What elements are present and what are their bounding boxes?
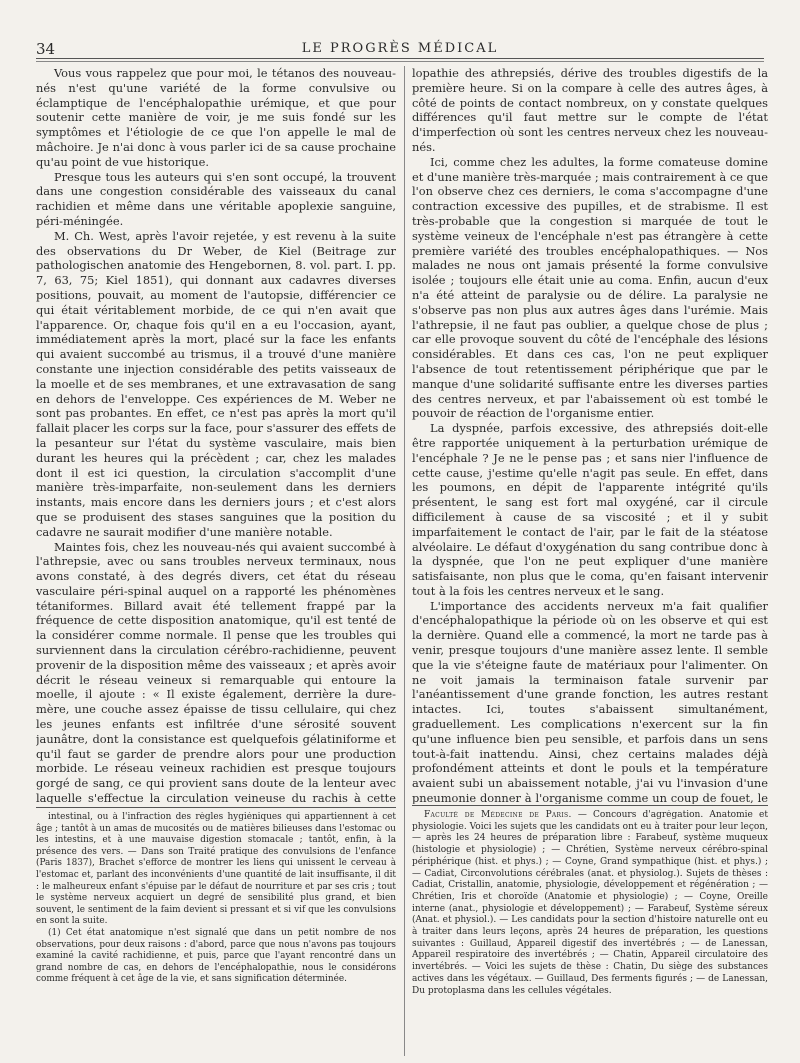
news-heading: Faculté de Médecine de Paris. xyxy=(424,810,572,820)
column-divider xyxy=(404,66,405,1056)
news-item xyxy=(412,810,768,997)
news-text: — Concours d'agrégation. Anatomie et physiologie. Voici les sujets que les candidats ont eu à traiter pour leur leçon, — après les 24 heures de préparation libre : Farabeuf, système muqueux (histologie et physiologie) ; — Chrétien, Système nerveux cérébro-spinal périphérique (hist. et phys.) ; — Coyne, Grand sympathique (hist. et phys.) ; — Cadiat, Circonvolutions cérébrales (anat. et physiolog.). Sujets de thèses : Cadiat, Cristallin, anatomie, physiologie, développement et régénération ; — Chrétien, Iris et choroïde (Anatomie et physiologie) ; — Coyne, Oreille interne (anat., physiologie et développement) ; — Farabeuf, Système séreux (Anat. et physiol.). — Les candidats pour la section d'histoire naturelle ont eu à traiter dans leurs leçons, après 24 heures de préparation, les questions suivantes : Guillaud, Appareil digestif des invertébrés ; — de Lanessan, Appareil respiratoire des invertébrés ; — Chatin, Appareil circulatoire des invertébrés. — Voici les sujets de thèse : Chatin, Du siège des substances actives dans les végétaux. — Guillaud, Des ferments figurés ; — de Lanessan, Du protoplasma dans les cellules végétales. xyxy=(412,810,768,996)
news-rule xyxy=(412,805,768,806)
right-column xyxy=(412,66,768,804)
faculte-news xyxy=(412,810,768,1054)
left-column xyxy=(36,66,396,804)
page-number: 34 xyxy=(36,40,56,58)
header-rule xyxy=(36,58,764,59)
header-rule-secondary xyxy=(36,61,764,62)
journal-title: LE PROGRÈS MÉDICAL xyxy=(301,41,499,56)
footnotes xyxy=(36,812,396,1054)
paragraph: M. Ch. West, après l'avoir rejetée, y est revenu à la suite des observations du Dr Weber, de Kiel (Beitrage zur pathologischen anatomie des Hengebornen, 8. vol. part. I. pp. 7, 63, 75; Kiel 1851), qui donnant aux cadavres diverses positions, pouvait, au moment de l'autopsie, différencier ce qui était véritablement morbide, de ce qui n'en avait que l'apparence. Or, chaque fois qu'il en a eu l'occasion, ayant, immédiatement après la mort, placé sur la face les enfants qui avaient succombé au trismus, il a trouvé d'une manière constante une injection considérable des petits vaisseaux de la moelle et de ses membranes, et une extravasation de sang en dehors de l'enveloppe. Ces expériences de M. Weber ne sont pas probantes. En effet, ce n'est pas après la mort qu'il fallait placer les corps sur la face, pour s'assurer des effets de la pesanteur sur l'état du système vasculaire, mais bien durant les heures qui la précèdent ; car, chez les malades dont il est ici question, la circulation s'accomplit d'une manière très-imparfaite, non-seulement dans les derniers instants, mais encore dans les derniers jours ; et c'est alors que se produisent des stases sanguines que la position du cadavre ne saurait modifier d'une manière notable. xyxy=(36,228,396,539)
footnote: (1) Cet état anatomique n'est signalé que dans un petit nombre de nos observations, pour deux raisons : d'abord, parce que nous n'avons pas toujours examiné la cavité rachidienne, et puis, parce que l'ayant rencontré dans un grand nombre de cas, en dehors de l'encéphalopathie, nous le considérons comme fréquent à cet âge de la vie, et sans signification déterminée. xyxy=(36,927,396,985)
paragraph: La dyspnée, parfois excessive, des athrepsiés doit-elle être rapportée uniquement à la perturbation urémique de l'encéphale ? Je ne le pense pas ; et sans nier l'influence de cette cause, j'estime qu'elle n'agit pas seule. En effet, dans les poumons, en dépit de l'apparente intégrité qu'ils présentent, le sang est fort mal oxygéné, car il circule difficilement à cause de sa viscosité ; et il y subit imparfaitement le contact de l'air, par le fait de la stéatose alvéolaire. Le défaut d'oxygénation du sang contribue donc à la dyspnée, que l'on ne peut expliquer d'une manière satisfaisante, non plus que le coma, qu'en faisant intervenir tout à la fois les centres nerveux et le sang. xyxy=(412,421,768,598)
paragraph: Presque tous les auteurs qui s'en sont occupé, la trouvent dans une congestion considérable des vaisseaux du canal rachidien et même dans une véritable apoplexie sanguine, péri-méningée. xyxy=(36,169,396,228)
paragraph: lopathie des athrepsiés, dérive des troubles digestifs de la première heure. Si on la compare à celle des autres âges, à côté de points de contact nombreux, on y constate quelques différences qu'il faut mettre sur le compte de l'état d'imperfection où sont les centres nerveux chez les nouveau-nés. xyxy=(412,66,768,154)
paragraph: Vous vous rappelez que pour moi, le tétanos des nouveau-nés n'est qu'une variété de la forme convulsive ou éclamptique de l'encéphalopathie urémique, et que pour soutenir cette manière de voir, je me suis fondé sur les symptômes et l'étiologie de ce que l'on appelle le mal de mâchoire. Je n'ai donc à vous parler ici de sa cause prochaine qu'au point de vue historique. xyxy=(36,66,396,169)
footnote-rule xyxy=(36,807,396,808)
footnote-continuation: intestinal, ou à l'infraction des règles hygiéniques qui appartiennent à cet âge ; tantôt à un amas de mucosités ou de matières bilieuses dans l'estomac ou les intestins, et à une mauvaise digestion stomacale ; tantôt, enfin, à la présence des vers. — Dans son Traité pratique des convulsions de l'enfance (Paris 1837), Brachet s'efforce de montrer les liens qui unissent le cerveau à l'estomac et, parlant des inconvénients d'une quantité de lait insuffisante, il dit : le malheureux enfant s'épuise par le défaut de nourriture et par ses cris ; tout le système nerveux acquiert un degré de sensibilité plus grand, et bien souvent, le sentiment de la faim devient si pressant et si vif que les convulsions en sont la suite. xyxy=(36,812,396,927)
paragraph: Ici, comme chez les adultes, la forme comateuse domine et d'une manière très-marquée ; mais contrairement à ce que l'on observe chez ces derniers, le coma s'accompagne d'une contraction excessive des pupilles, et de strabisme. Il est très-probable que la congestion si marquée de tout le système veineux de l'encéphale n'est pas étrangère à cette première variété des troubles encéphalopathiques. — Nos malades ne nous ont jamais présenté la forme convulsive isolée ; toujours elle était unie au coma. Enfin, aucun d'eux n'a été atteint de paralysie ou de délire. La paralysie ne s'observe pas non plus aux autres âges dans l'urémie. Mais l'athrepsie, il ne faut pas oublier, a quelque chose de plus ; car elle provoque souvent du côté de l'encéphale des lésions considérables. Et dans ces cas, l'on ne peut expliquer l'absence de tout retentissement périphérique que par le manque d'une solidarité suffisante entre les diverses parties des centres nerveux, et par l'abaissement où est tombé le pouvoir de réaction de l'organisme entier. xyxy=(412,154,768,421)
paragraph: L'importance des accidents nerveux m'a fait qualifier d'encéphalopathique la période où on les observe et qui est la dernière. Quand elle a commencé, la mort ne tarde pas à venir, presque toujours d'une manière assez lente. Il semble que la vie s'éteigne faute de matériaux pour l'alimenter. On ne voit jamais la terminaison fatale survenir par l'anéantissement d'une grande fonction, les autres restant intactes. Ici, toutes s'abaissent simultanément, graduellement. Les complications n'exercent sur la fin qu'une influence bien peu sensible, et parfois dans un sens tout-à-fait inattendu. Ainsi, chez certains malades déjà profondément atteints et dont le pouls et la température avaient subi un abaissement notable, j'ai vu l'invasion d'une pneumonie donner à l'organisme comme un coup de fouet, le xyxy=(412,598,768,804)
running-head xyxy=(36,40,764,56)
paragraph: Maintes fois, chez les nouveau-nés qui avaient succombé à l'athrepsie, avec ou sans troubles nerveux terminaux, nous avons constaté, à des degrés divers, cet état du réseau vasculaire péri-spinal auquel on a rapporté les phénomènes tétaniformes. Billard avait été tellement frappé par la fréquence de cette disposition anatomique, qu'il est tenté de la considérer comme normale. Il pense que les troubles qui surviennent dans la circulation cérébro-rachidienne, peuvent provenir de la disposition même des vaisseaux ; et après avoir décrit le réseau veineux si remarquable qui entoure la moelle, il ajoute : « Il existe également, derrière la dure-mère, une couche assez épaisse de tissu cellulaire, qui chez les jeunes enfants est infiltrée d'une sérosité souvent jaunâtre, dont la consistance est quelquefois gélatiniforme et qu'il faut se garder de prendre alors pour une production morbide. Le réseau veineux rachidien est presque toujours gorgé de sang, ce qui provient sans doute de la lenteur avec laquelle s'effectue la circulation veineuse du rachis à cette xyxy=(36,539,396,804)
